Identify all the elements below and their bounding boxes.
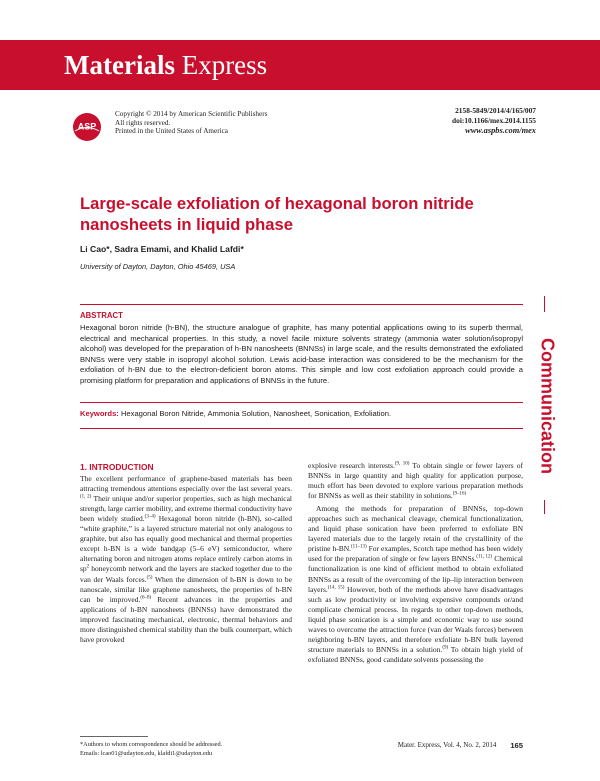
section-type-tag xyxy=(532,316,562,496)
keywords xyxy=(80,409,391,418)
article-identifiers xyxy=(452,106,536,136)
article-title: Large-scale exfoliation of hexagonal boron nitride nanosheets in liquid phase xyxy=(80,194,474,234)
section-heading: 1. INTRODUCTION xyxy=(80,462,154,472)
journal-title xyxy=(64,50,267,80)
issn: 2158-5849/2014/4/165/007 xyxy=(455,106,536,115)
author-emails: Emails: lcao01@udayton.edu, klafdi1@udayton.edu xyxy=(80,749,213,757)
page-footer xyxy=(398,741,523,750)
affiliation: University of Dayton, Dayton, Ohio 45469, USA xyxy=(80,262,236,271)
copyright-line: All rights reserved. xyxy=(115,118,171,127)
author-list: Li Cao*, Sadra Emami, and Khalid Lafdi* xyxy=(80,244,244,254)
copyright-line: Printed in the United States of America xyxy=(115,127,228,136)
body-paragraph: The excellent performance of graphene-based materials has been attracting tremendous attentions especially over the last several years.$^{(1, 2)}$ Their unique and/or superior properties, such as high mechanical strength, large carrier mobility, and extreme thermal conductivity have been widely studied.$^{(3-4)}$ Hexagonal boron nitride (h-BN), so-called “white graphite,” is a layered structure material not only analogous to graphite, but also has equally good mechanical and thermal properties except h-BN is a wide bandgap (5–6 eV) semiconductor, where alternating boron and nitrogen atoms replace entirely carbon atoms in $sp^2$ honeycomb network and the layers are stacked together due to the van der Waals forces.$^{(5)}$ When the dimension of h-BN is down to be nanoscale, similar like graphene nanosheets, the properties of h-BN can be improved.$^{(6-8)}$ Recent advances in the properties and applications of h-BN nanosheets (BNNSs) have demonstrated the improved fascinating mechanical, electronic, thermal behaviors and more distinguished chemical stability than the bulk counterpart, which have provoked xyxy=(80,474,292,644)
keywords-label: Keywords: xyxy=(80,409,119,418)
copyright-line: Copyright © 2014 by American Scientific Publishers xyxy=(115,110,268,118)
journal-website-link[interactable]: www.aspbs.com/mex xyxy=(465,126,536,135)
footnote-rule xyxy=(80,736,148,737)
keywords-bottom-rule xyxy=(80,428,523,429)
right-column xyxy=(308,461,523,668)
sidebar-line-bottom xyxy=(544,500,545,514)
asp-logo-icon xyxy=(72,112,102,142)
footnote xyxy=(80,741,222,758)
sidebar-line-top xyxy=(544,296,545,312)
body-paragraph: Among the methods for preparation of BNNSs, top-down approaches such as mechanical cleavage, chemical functionalization, and liquid phase sonication have been preferred to exfoliate BN layered materials due to the largely retain of the crystallinity of the pristine h-BN.$^{(11-13)}$ For examples, Scotch tape method has been widely used for the preparation of single or few layers BNNSs.$^{(11, 12)}$ Chemical functionalization is one kind of efficient method to obtain exfoliated BNNSs as a result of the overcoming of the lip–lip interaction between layers.$^{(14, 15)}$ However, both of the methods above have disadvantages such as low productivity or involving expensive compounds or/and complicate chemical process. In regards to other top-down methods, liquid phase sonication is a simple and economic way to use sound waves to overcome the attraction force (van der Waals forces) between neighboring h-BN layers, and therefore exfoliate h-BN bulk layered structure materials to BNNSs in a solution.$^{(9)}$ To obtain high yield of exfoliated BNNSs, good candidate solvents possessing the xyxy=(308,504,523,664)
journal-title-regular: Express xyxy=(181,50,268,80)
journal-title-bold: Materials xyxy=(64,50,175,80)
abstract-text: Hexagonal boron nitride (h-BN), the structure analogue of graphite, has many potential applications owing to its superb thermal, electrical and mechanical properties. In this study, a novel facile mixture solvents strategy (ammonia water solution/isopropyl alcohol) was developed for the preparation of h-BN nanosheets (BNNSs) in large scale, and the results demonstrated the exfoliated BNNSs were very stable in isopropyl alcohol solution. Lewis acid-base interaction was considered to be the mechanism for the exfoliation of h-BN due to the electron-deficient boron atoms. This simple and low cost exfoliation approach could provide a promising platform for preparation and applications of BNNSs in the future. xyxy=(80,323,523,385)
page-number: 165 xyxy=(510,741,523,750)
body-paragraph: explosive research interests.$^{(9, 10)}$ To obtain single or fewer layers of BNNSs in large quantity and high quality for application purpose, much effort has been devoted to explore various preparation methods for BNNSs as well as their stability in solutions.$^{(9-16)}$ xyxy=(308,461,523,501)
journal-citation: Mater. Express, Vol. 4, No. 2, 2014 xyxy=(397,741,497,749)
section-type-label: Communication xyxy=(537,337,558,474)
left-column xyxy=(80,462,292,648)
doi: doi:10.1166/mex.2014.1155 xyxy=(452,116,536,125)
abstract-heading: ABSTRACT xyxy=(80,311,123,320)
keywords-rule xyxy=(80,402,523,403)
correspondence-note: *Authors to whom correspondence should be addressed. xyxy=(80,741,223,748)
keywords-text: Hexagonal Boron Nitride, Ammonia Solution, Nanosheet, Sonication, Exfoliation. xyxy=(120,409,392,418)
publisher-logo-text: ASP xyxy=(77,121,97,132)
copyright-notice xyxy=(115,110,267,136)
abstract-top-rule xyxy=(80,304,523,305)
